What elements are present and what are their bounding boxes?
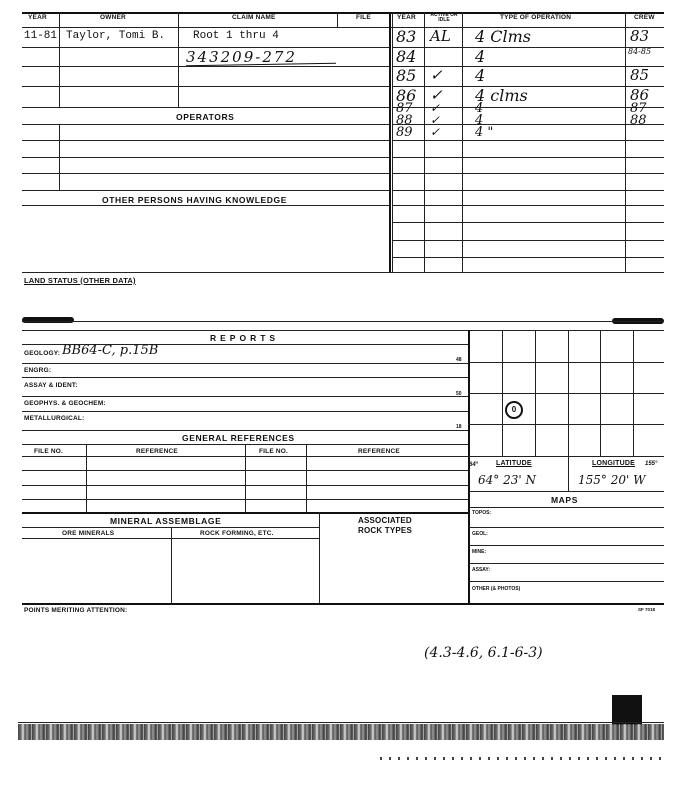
activity-year: 84 — [396, 47, 417, 66]
general-references-title: GENERAL REFERENCES — [182, 433, 295, 443]
rock-forming-label: ROCK FORMING, ETC. — [200, 530, 274, 537]
lat-prefix: 64° — [469, 462, 479, 468]
activity-year: 85 — [396, 66, 417, 85]
activity-operation: 4 — [475, 113, 484, 128]
maps-mine: MINE: — [472, 549, 487, 555]
ore-minerals-label: ORE MINERALS — [62, 530, 115, 537]
activity-operation: 4 — [475, 101, 484, 116]
activity-crew: 84-85 — [628, 47, 652, 56]
activity-status: AL — [430, 27, 451, 45]
activity-year: 88 — [396, 113, 413, 128]
ref-file-no-2: FILE NO. — [259, 448, 289, 455]
header-active-or-idle: ACTIVE OR IDLE — [430, 12, 458, 23]
activity-operation: 4 clms — [475, 86, 528, 105]
activity-year: 87 — [396, 101, 413, 116]
ref-reference-2: REFERENCE — [358, 448, 400, 455]
activity-crew: 88 — [630, 113, 647, 128]
engrg-label: ENGRG: — [24, 367, 52, 374]
reports-title: REPORTS — [210, 333, 280, 343]
scan-mark-left — [22, 317, 74, 323]
activity-crew: 87 — [630, 101, 647, 116]
longitude-value: 155° 20' W — [578, 473, 646, 487]
longitude-label: LONGITUDE — [592, 460, 636, 467]
maps-title: MAPS — [551, 495, 578, 505]
assay-label: ASSAY & IDENT: — [24, 382, 78, 389]
activity-crew: 85 — [630, 66, 650, 84]
maps-geol: GEOL: — [472, 531, 488, 537]
scan-noise-band — [18, 724, 664, 740]
form-number: SF 7018 — [638, 607, 656, 612]
ref-reference: REFERENCE — [136, 448, 178, 455]
grid-location-marker: 0 — [505, 401, 523, 419]
claim-name: Root 1 thru 4 — [193, 30, 279, 42]
points-meriting-attention-label: POINTS MERITING ATTENTION: — [24, 607, 128, 614]
claim-number: 343209-272 — [186, 48, 297, 66]
latitude-value: 64° 23' N — [478, 473, 536, 487]
scan-corner-block — [612, 695, 642, 725]
operators-label: OPERATORS — [176, 112, 235, 122]
bottom-handwritten-note: (4.3-4.6, 6.1-6-3) — [424, 645, 543, 661]
header-owner: OWNER — [100, 14, 126, 21]
geology-label: GEOLOGY: — [24, 350, 61, 357]
owner-name: Taylor, Tomi B. — [66, 30, 166, 42]
header-year-right: YEAR — [397, 14, 416, 21]
activity-status: ✓ — [430, 86, 443, 104]
report-num-48: 48 — [456, 357, 462, 363]
activity-operation: 4 — [475, 66, 486, 85]
other-persons-label: OTHER PERSONS HAVING KNOWLEDGE — [102, 195, 288, 205]
land-status-label: LAND STATUS (OTHER DATA) — [24, 276, 136, 285]
mineral-assemblage-title: MINERAL ASSEMBLAGE — [110, 516, 222, 526]
header-file: FILE — [356, 14, 371, 21]
geology-value: BB64-C, p.15B — [62, 343, 159, 358]
activity-year: 83 — [396, 27, 417, 46]
associated-label: ASSOCIATED — [358, 516, 412, 525]
activity-year: 89 — [396, 125, 413, 140]
header-crew: CREW — [634, 14, 655, 21]
maps-assay: ASSAY: — [472, 567, 491, 573]
header-type-of-operation: TYPE OF OPERATION — [500, 14, 572, 21]
ref-file-no: FILE NO. — [34, 448, 64, 455]
activity-year: 86 — [396, 86, 417, 105]
activity-status: ✓ — [430, 113, 441, 127]
activity-status: ✓ — [430, 101, 441, 115]
maps-topos: TOPOS: — [472, 510, 492, 516]
header-year: YEAR — [28, 14, 47, 21]
maps-other: OTHER (& PHOTOS) — [472, 586, 521, 592]
activity-crew: 86 — [630, 86, 650, 104]
activity-operation: 4 — [475, 47, 486, 66]
rock-types-label: ROCK TYPES — [358, 526, 413, 535]
activity-status: ✓ — [430, 125, 441, 139]
activity-operation: 4 Clms — [475, 27, 532, 46]
report-num-50: 50 — [456, 391, 462, 397]
latitude-label: LATITUDE — [496, 460, 532, 467]
header-claim-name: CLAIM NAME — [232, 14, 276, 21]
activity-operation: 4 " — [475, 125, 494, 140]
scan-noise-lower — [380, 757, 664, 760]
activity-status: ✓ — [430, 66, 443, 84]
geophys-label: GEOPHYS. & GEOCHEM: — [24, 400, 106, 407]
report-num-18: 18 — [456, 424, 462, 430]
metallurgical-label: METALLURGICAL: — [24, 415, 85, 422]
owner-year: 11-81 — [24, 30, 58, 42]
activity-crew: 83 — [630, 27, 650, 45]
long-prefix: 155° — [645, 461, 658, 467]
